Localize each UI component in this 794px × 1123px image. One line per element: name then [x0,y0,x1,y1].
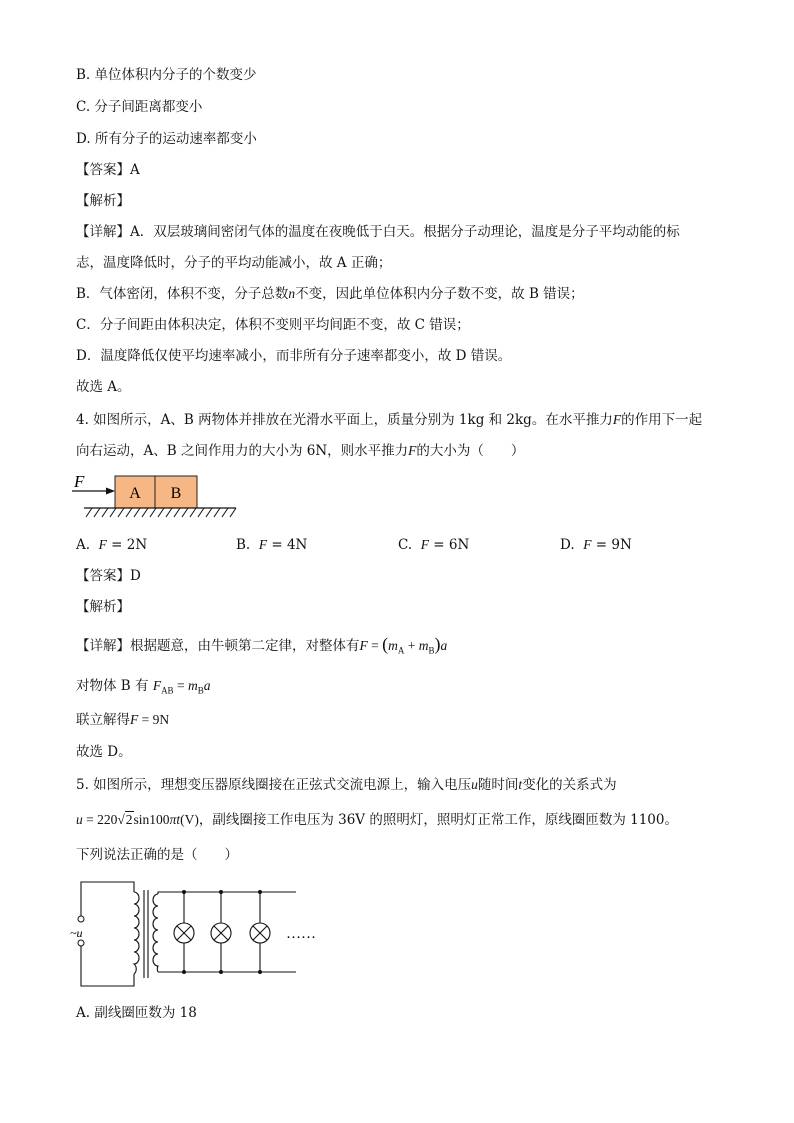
q4-option-d: D. F = 9N [560,537,632,553]
q3-option-d: D. 所有分子的运动速率都变小 [76,131,257,147]
q4-option-c: C. F = 6N [398,537,470,553]
source-label: ~u [70,926,83,940]
q3-detail-line1: 【详解】A．双层玻璃间密闭气体的温度在夜晚低于白天。根据分子动理论，温度是分子平均动能的标 [76,224,680,240]
force-label: F [74,472,85,491]
secondary-coil [153,894,158,972]
q5-transformer-figure [64,876,354,992]
ground-hatching [86,508,236,517]
terminal-bottom [78,940,84,946]
answer-tag: 【答案】 [76,162,130,178]
lamp-3 [250,923,270,943]
q3-detail-line2: 志，温度降低时，分子的平均动能减小，故 A 正确； [76,255,392,271]
primary-circuit [81,882,134,986]
detail-tag: 【详解】 [76,224,130,240]
q3-detail-c: C．分子间距由体积决定，体积不变则平均间距不变，故 C 错误； [76,317,470,333]
terminal-top [78,916,84,922]
q5-option-a: A. 副线圈匝数为 18 [76,1005,197,1021]
q3-option-c: C. 分子间距离都变小 [76,99,203,115]
q4-answer: 【答案】D [76,568,141,584]
force-arrow-head [106,488,115,495]
q3-answer [76,161,140,179]
q3-analysis-tag: 【解析】 [76,193,130,209]
q4-conclusion: 故选 D。 [76,744,132,760]
lamp-1 [174,923,194,943]
q3-option-b: B. 单位体积内分子的个数变少 [76,67,257,83]
q4-option-b: B. F = 4N [236,537,308,553]
q5-stem-line1: 5. 如图所示，理想变压器原线圈接在正弦式交流电源上，输入电压u随时间t变化的关系式为 [76,777,617,793]
block-a-label: A [129,485,141,502]
q4-analysis-tag: 【解析】 [76,599,130,615]
q4-detail-eq1: 【详解】根据题意，由牛顿第二定律，对整体有$F = (m_A + m_B)a$ [76,634,448,656]
q3-detail-b: B．气体密闭，体积不变，分子总数n不变，因此单位体积内分子数不变，故 B 错误； [76,286,584,302]
q4-eq2: 对物体 B 有 $F_{AB} = m_Ba$ [76,678,211,696]
q4-stem-line1: 4. 如图所示，A、B 两物体并排放在光滑水平面上，质量分别为 1kg 和 2kg。在水平推力F的作用下一起 [76,412,703,428]
q4-blocks-figure [70,470,245,522]
q4-stem-line2: 向右运动，A、B 之间作用力的大小为 6N，则水平推力F的大小为（ ） [76,443,525,459]
q3-detail-d: D．温度降低仅使平均速率减小，而非所有分子速率都变小，故 D 错误。 [76,348,512,364]
q4-option-a: A. F = 2N [76,537,148,553]
primary-coil [134,892,139,974]
block-b-label: B [170,485,182,502]
q3-conclusion: 故选 A。 [76,379,131,395]
answer-value: A [130,162,140,178]
q5-stem-line2: u = 220√2sin100πt(V)，副线圈接工作电压为 36V 的照明灯，照明灯正常工作，原线圈匝数为 1100。 [76,812,678,828]
lamp-2 [211,923,231,943]
continuation-dots: …… [286,926,316,942]
q4-solve: 联立解得F = 9N [76,712,170,728]
q5-stem-line3: 下列说法正确的是（ ） [76,847,238,863]
